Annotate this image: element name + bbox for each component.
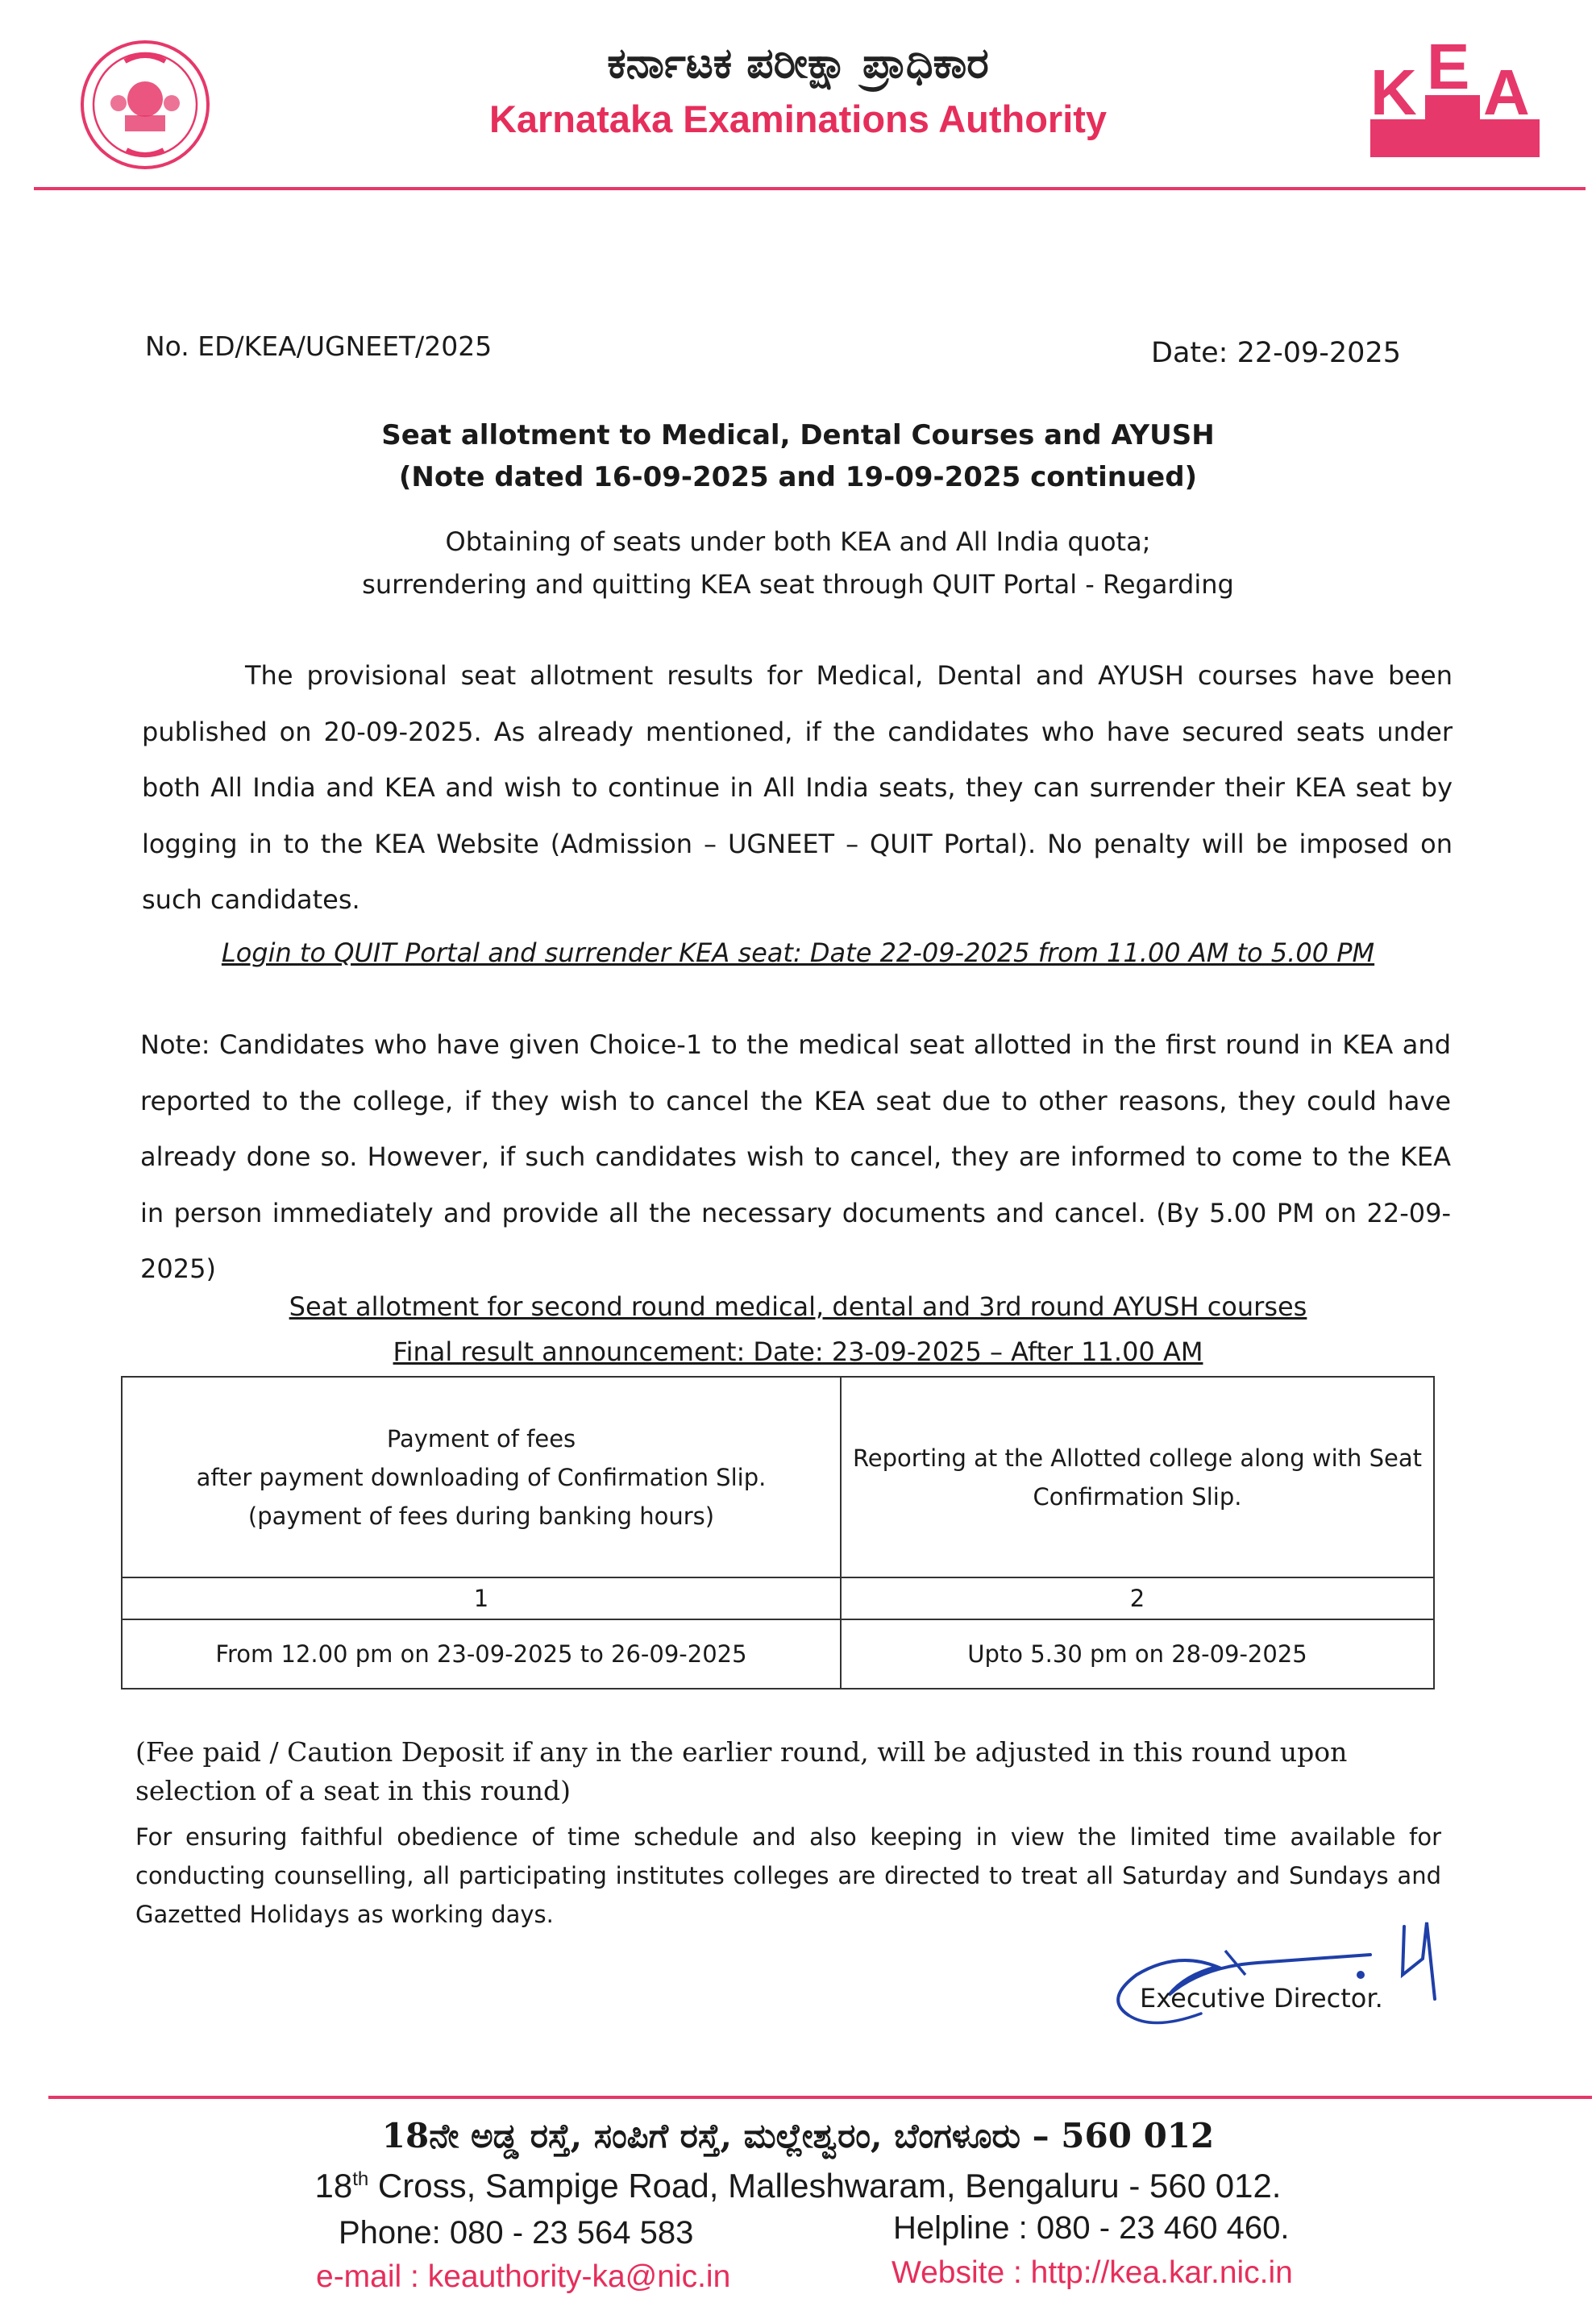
footer-kannada-address: 18ನೇ ಅಡ್ಡ ರಸ್ತೆ, ಸಂಪಿಗೆ ರಸ್ತೆ, ಮಲ್ಲೇಶ್ವರಂ, ಬೆಂಗಳೂರು – 560 012: [381, 2116, 1215, 2155]
kea-logo: [1370, 32, 1540, 157]
table-row: [122, 1619, 1434, 1689]
reference-number: No. ED/KEA/UGNEET/2025: [145, 330, 493, 362]
svg-text:A: A: [1483, 56, 1530, 128]
working-days-directive: For ensuring faithful obedience of time schedule and also keeping in view the limited time available for conducting counselling, all participating institutes colleges are directed to treat all Saturday and Sundays and Gazetted Holidays as working days.: [135, 1823, 1441, 1928]
reference-date: Date: 22-09-2025: [1151, 337, 1401, 369]
quit-portal-login-notice: Login to QUIT Portal and surrender KEA seat: Date 22-09-2025 from 11.00 AM to 5.00 PM: [221, 937, 1375, 968]
english-authority-title: Karnataka Examinations Authority: [488, 98, 1108, 140]
schedule-result-date: Final result announcement: Date: 23-09-2025 – After 11.00 AM: [393, 1336, 1203, 1367]
footer-divider: [48, 2096, 1592, 2099]
schedule-title: Seat allotment for second round medical, dental and 3rd round AYUSH courses: [289, 1291, 1307, 1322]
table-row: [122, 1377, 1434, 1577]
title-line-1: Seat allotment to Medical, Dental Courses and AYUSH: [381, 419, 1215, 451]
body-paragraph-1: [142, 648, 1453, 929]
footer-address: 18th Cross, Sampige Road, Malleshwaram, Bengaluru - 560 012.: [314, 2167, 1282, 2205]
footer-email-link[interactable]: e-mail : keauthority-ka@nic.in: [316, 2259, 731, 2294]
body-paragraph-2: Note: Candidates who have given Choice-1 to the medical seat allotted in the first round in KEA and reported to the college, if they wish to cancel the KEA seat due to other reasons, they could have already done so. However, if such candidates wish to cancel, they are informed to come to the KEA in person immediately and provide all the necessary documents and cancel. (By 5.00 PM on 22-09-2025): [140, 1029, 1451, 1284]
table-header-reporting: Reporting at the Allotted college along with Seat Confirmation Slip.: [841, 1377, 1434, 1577]
table-cell-number-2: 2: [841, 1577, 1434, 1619]
footer-phone: Phone: 080 - 23 564 583: [339, 2215, 694, 2251]
table-cell-reporting-deadline: Upto 5.30 pm on 28-09-2025: [841, 1619, 1434, 1689]
svg-text:K: K: [1370, 56, 1417, 128]
svg-text:E: E: [1427, 32, 1470, 102]
body-paragraph-1-text: The provisional seat allotment results for Medical, Dental and AYUSH courses have been published on 20-09-2025. As already mentioned, if the candidates who have secured seats under both All India and KEA and wish to continue in All India seats, they can surrender their KEA seat by logging in to the KEA Website (Admission – UGNEET – QUIT Portal). No penalty will be imposed on such candidates.: [142, 660, 1453, 915]
footer-helpline: Helpline : 080 - 23 460 460.: [893, 2210, 1290, 2246]
table-cell-number-1: 1: [122, 1577, 841, 1619]
subject-line-2: surrendering and quitting KEA seat through QUIT Portal - Regarding: [362, 569, 1234, 600]
fee-adjustment-note: (Fee paid / Caution Deposit if any in the earlier round, will be adjusted in this round upon selection of a seat in this round): [135, 1736, 1348, 1806]
handwritten-signature: [1104, 1918, 1451, 2039]
footer-website-link[interactable]: Website : http://kea.kar.nic.in: [892, 2255, 1293, 2290]
schedule-table: [121, 1376, 1435, 1689]
kannada-authority-title: ಕರ್ನಾಟಕ ಪರೀಕ್ಷಾ ಪ್ರಾಧಿಕಾರ: [607, 39, 989, 88]
header-divider: [34, 187, 1586, 190]
title-line-2: (Note dated 16-09-2025 and 19-09-2025 continued): [398, 461, 1198, 493]
table-cell-payment-dates: From 12.00 pm on 23-09-2025 to 26-09-2025: [122, 1619, 841, 1689]
table-header-payment: Payment of fees after payment downloading of Confirmation Slip. (payment of fees during banking hours): [122, 1377, 841, 1577]
table-row: [122, 1577, 1434, 1619]
signatory-title: Executive Director.: [1140, 1983, 1383, 2014]
subject-line-1: Obtaining of seats under both KEA and All India quota;: [445, 526, 1151, 557]
